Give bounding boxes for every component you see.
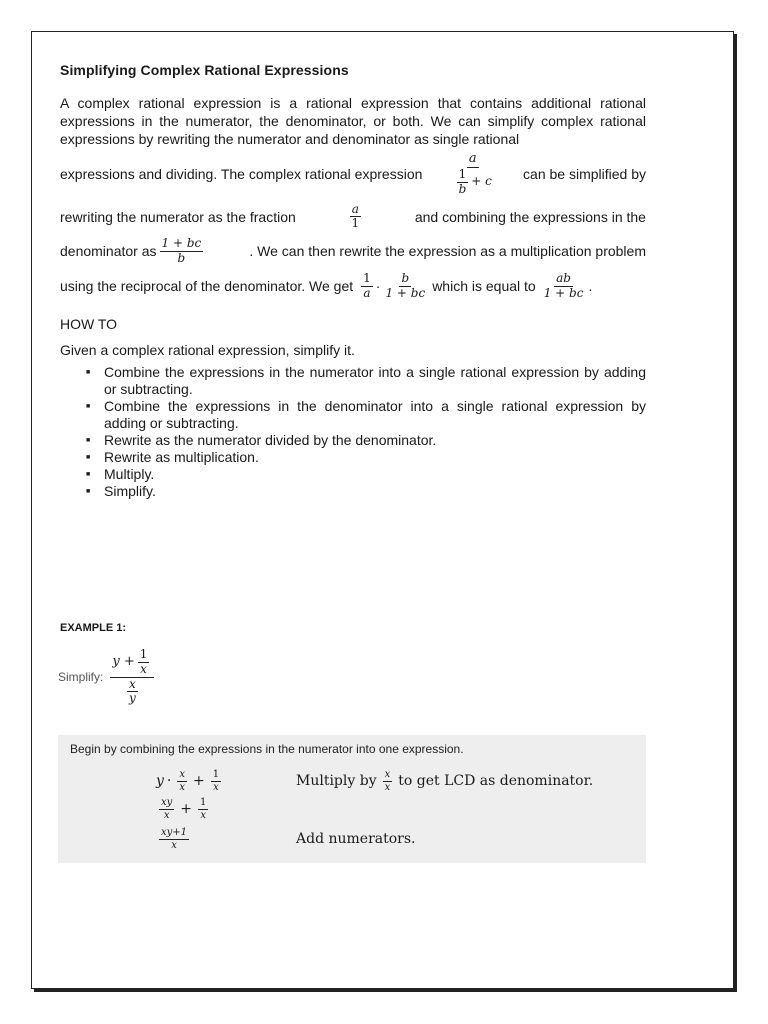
list-item: ■ Rewrite as multiplication.: [104, 449, 646, 466]
fraction-x-over-x: [383, 769, 393, 793]
list-item: ■ Simplify.: [104, 483, 646, 500]
fraction-denominator: a: [363, 285, 371, 300]
fraction-numerator: b: [401, 270, 410, 285]
list-item: ■ Combine the expressions in the denominator into a single rational expression by adding or subtracting.: [104, 398, 646, 432]
inner-fraction: [457, 168, 469, 197]
fraction-numerator: 1: [139, 647, 148, 661]
text-fragment: denominator as: [60, 243, 157, 260]
list-item: ■ Combine the expressions in the numerator into a single rational expression by adding or subtracting.: [104, 364, 646, 398]
fraction-denominator: x: [140, 661, 147, 676]
fraction-denominator: 1 + bc: [385, 285, 426, 300]
paragraph-line-complex-expression: [60, 152, 646, 197]
step-expression: [156, 827, 296, 851]
text-fragment: which is equal to: [432, 278, 536, 295]
paragraph-line-numerator: [60, 203, 646, 232]
fraction-ab-over-1bc: [542, 272, 586, 301]
fraction-denominator: 1 + bc: [543, 285, 584, 300]
fraction-numerator: [110, 648, 154, 678]
period: .: [588, 278, 593, 295]
fraction-numerator: x: [179, 769, 186, 780]
text-fragment: expressions and dividing. The complex rational expression: [60, 166, 423, 183]
fraction-denominator: x: [200, 809, 207, 821]
example-complex-fraction: [110, 648, 154, 706]
step-expression: [156, 769, 296, 793]
howto-heading: HOW TO: [60, 316, 118, 333]
fraction-denominator: x: [213, 781, 219, 793]
denominator-tail: + c: [471, 174, 492, 189]
plus-sign: +: [180, 801, 193, 817]
fraction-numerator: 1 + bc: [161, 236, 202, 251]
fraction-1-over-x: [198, 797, 208, 821]
fraction-a-over-1: [349, 203, 361, 232]
solution-step-2: [156, 797, 616, 821]
multiplication-dot: ·: [375, 278, 381, 295]
fraction-numerator: 1: [212, 769, 220, 780]
fraction-numerator: ab: [556, 270, 571, 285]
fraction-denominator: b: [458, 181, 467, 196]
fraction-denominator: x: [384, 781, 391, 793]
howto-intro: Given a complex rational expression, simplify it.: [60, 342, 355, 359]
fraction-xy1-over-x: [159, 827, 189, 851]
step-expression: [156, 797, 296, 821]
fraction-x-over-x: [177, 769, 187, 793]
fraction-denominator: x: [171, 839, 177, 851]
fraction-denominator: x: [179, 781, 186, 793]
note-text: to get LCD as denominator.: [398, 773, 594, 789]
howto-steps-list: [60, 364, 646, 500]
inner-fraction-x-over-y: [127, 678, 138, 707]
fraction-1-over-x: [211, 769, 221, 793]
fraction-numerator: a: [468, 151, 477, 166]
text-fragment: can be simplified by: [523, 166, 646, 183]
fraction-xy-over-x: [159, 797, 174, 821]
solution-box: [58, 735, 646, 863]
variable-y: y: [156, 773, 164, 789]
intro-paragraph: A complex rational expression is a rational expression that contains additional rational expressions in the numerator, the denominator, or both. We can simplify complex rational expressions by rewriting the numerator and denominator as single rational: [60, 95, 646, 147]
example-heading: EXAMPLE 1:: [60, 622, 127, 634]
list-item: ■ Multiply.: [104, 466, 646, 483]
simplify-label: Simplify:: [58, 670, 104, 685]
text-fragment: rewriting the numerator as the fraction: [60, 208, 296, 225]
fraction-1bc-over-b: [160, 237, 204, 266]
fraction-numerator: 1: [458, 166, 467, 181]
solution-intro: Begin by combining the expressions in the numerator into one expression.: [70, 742, 464, 756]
solution-step-3: [156, 827, 616, 851]
fraction-denominator: b: [177, 250, 186, 265]
text-fragment: . We can then rewrite the expression as a multiplication problem: [249, 243, 646, 260]
document-content: [60, 62, 646, 500]
fraction-numerator: x: [384, 769, 391, 780]
inner-fraction-1-over-x: [138, 648, 150, 677]
fraction-denominator: y: [128, 691, 136, 706]
step-note: [296, 769, 593, 793]
fraction-numerator: a: [351, 201, 359, 216]
fraction-numerator: 1: [200, 797, 207, 808]
section-title: Simplifying Complex Rational Expressions: [60, 62, 349, 78]
step-note: Add numerators.: [296, 831, 416, 847]
fraction-denominator: x: [163, 809, 170, 821]
text-fragment: using the reciprocal of the denominator. We get: [60, 278, 354, 295]
paragraph-line-reciprocal: [60, 272, 646, 301]
list-item: ■ Rewrite as the numerator divided by the denominator.: [104, 432, 646, 449]
fraction-denominator: 1: [351, 216, 360, 231]
solution-step-1: [156, 769, 616, 793]
paragraph-line-denominator: [60, 237, 646, 266]
example-problem: [58, 648, 157, 706]
plus-sign: +: [193, 773, 205, 789]
fraction-numerator: xy: [161, 797, 173, 808]
note-text: Multiply by: [296, 773, 377, 789]
fraction-denominator: [122, 678, 143, 707]
multiplication-dot: ·: [166, 773, 172, 789]
line-lead: [60, 237, 206, 266]
text-fragment: and combining the expressions in the: [414, 208, 646, 225]
fraction-numerator: xy+1: [161, 827, 188, 838]
fraction-1-over-a: [361, 272, 373, 301]
fraction-numerator: x: [128, 676, 136, 691]
fraction-b-over-1bc: [383, 272, 427, 301]
fraction-denominator: [452, 168, 494, 197]
complex-fraction-a-over-1b-plus-c: [452, 152, 494, 197]
fraction-numerator: 1: [363, 270, 371, 285]
numerator-lead: y +: [112, 653, 135, 669]
